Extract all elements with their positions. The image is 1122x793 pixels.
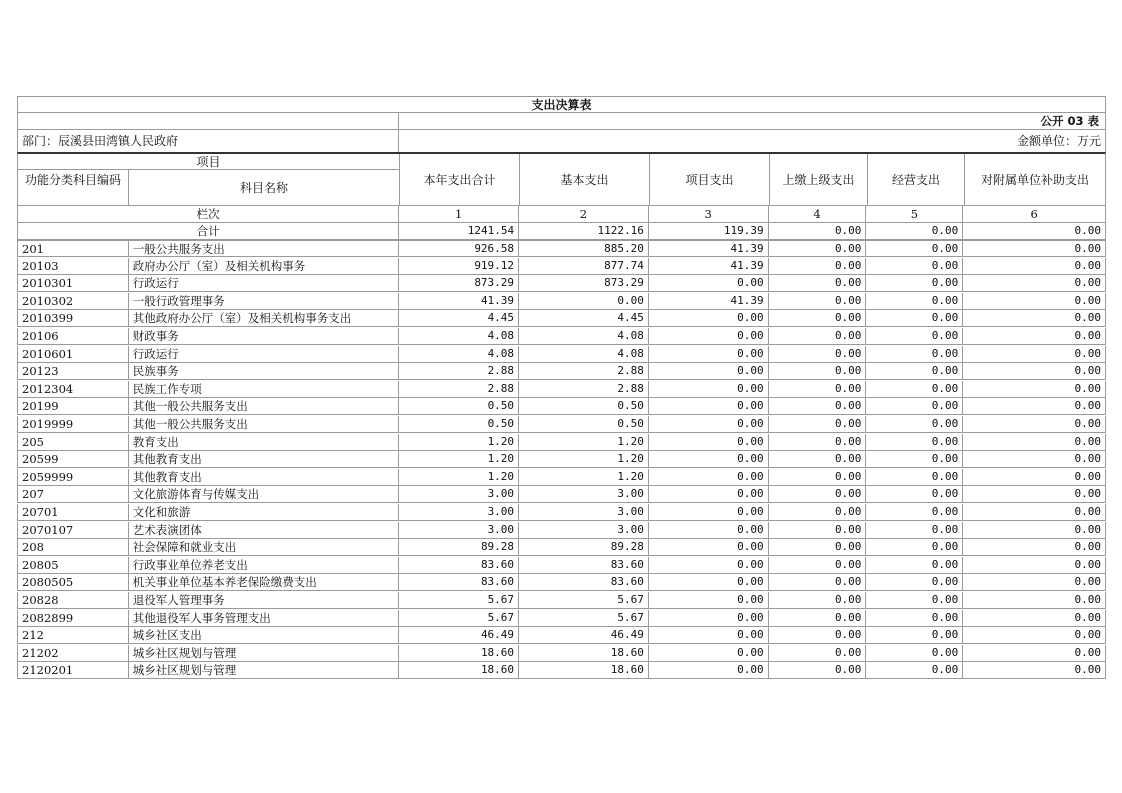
table-row bbox=[17, 610, 1106, 627]
row-code: 2080505 bbox=[22, 575, 74, 590]
total-value: 1241.54 bbox=[398, 223, 518, 239]
index-label: 栏次 bbox=[196, 207, 220, 221]
row-value: 2.88 bbox=[398, 381, 518, 397]
row-code: 20199 bbox=[22, 399, 59, 414]
row-value: 0.00 bbox=[962, 627, 1105, 643]
row-value: 18.60 bbox=[398, 645, 518, 661]
row-value: 0.00 bbox=[865, 574, 962, 590]
row-value: 926.58 bbox=[398, 241, 518, 256]
row-name: 城乡社区支出 bbox=[128, 627, 398, 643]
row-value: 0.00 bbox=[768, 469, 866, 485]
row-value: 2.88 bbox=[398, 363, 518, 379]
row-name: 其他政府办公厅（室）及相关机构事务支出 bbox=[128, 310, 398, 326]
table-row bbox=[17, 627, 1106, 644]
row-value: 0.00 bbox=[768, 451, 866, 467]
row-value: 0.00 bbox=[768, 293, 866, 309]
row-name: 行政运行 bbox=[128, 346, 398, 362]
row-value: 41.39 bbox=[648, 293, 768, 309]
row-value: 0.00 bbox=[648, 574, 768, 590]
row-value: 0.00 bbox=[768, 592, 866, 608]
row-value: 0.00 bbox=[648, 398, 768, 414]
row-value: 1.20 bbox=[518, 451, 648, 467]
row-value: 1.20 bbox=[518, 434, 648, 450]
row-value: 5.67 bbox=[398, 592, 518, 608]
row-value: 0.00 bbox=[768, 416, 866, 432]
row-name: 文化旅游体育与传媒支出 bbox=[128, 486, 398, 502]
header-project: 项目 bbox=[18, 154, 399, 170]
total-value: 1122.16 bbox=[518, 223, 648, 239]
row-value: 0.00 bbox=[768, 504, 866, 520]
row-value: 0.00 bbox=[865, 522, 962, 538]
header-col-1: 本年支出合计 bbox=[399, 154, 519, 206]
row-value: 0.00 bbox=[865, 258, 962, 274]
row-value: 0.00 bbox=[962, 610, 1105, 626]
row-value: 0.00 bbox=[768, 610, 866, 626]
row-value: 46.49 bbox=[518, 627, 648, 643]
header-code: 功能分类科目编码 bbox=[24, 173, 121, 187]
row-value: 0.00 bbox=[865, 469, 962, 485]
row-name: 机关事业单位基本养老保险缴费支出 bbox=[128, 574, 398, 590]
meta-row bbox=[17, 130, 1106, 152]
row-name: 其他一般公共服务支出 bbox=[128, 416, 398, 432]
row-value: 41.39 bbox=[648, 241, 768, 256]
row-value: 0.00 bbox=[865, 434, 962, 450]
row-value: 0.00 bbox=[865, 275, 962, 291]
row-value: 0.00 bbox=[648, 522, 768, 538]
row-value: 0.00 bbox=[768, 328, 866, 344]
table-row bbox=[17, 363, 1106, 380]
row-value: 0.00 bbox=[962, 451, 1105, 467]
table-row bbox=[17, 381, 1106, 398]
row-code: 20828 bbox=[22, 593, 59, 607]
row-value: 3.00 bbox=[518, 504, 648, 520]
row-value: 0.00 bbox=[865, 363, 962, 379]
row-code: 20599 bbox=[22, 452, 59, 467]
row-value: 0.00 bbox=[962, 592, 1105, 608]
row-value: 2.88 bbox=[518, 363, 648, 379]
row-code: 207 bbox=[22, 487, 44, 502]
row-code: 212 bbox=[22, 628, 44, 643]
row-code: 2070107 bbox=[22, 522, 74, 537]
row-code: 20805 bbox=[22, 557, 59, 572]
row-value: 46.49 bbox=[398, 627, 518, 643]
row-value: 4.08 bbox=[518, 346, 648, 362]
row-value: 18.60 bbox=[518, 645, 648, 661]
row-value: 0.00 bbox=[962, 574, 1105, 590]
table-row bbox=[17, 574, 1106, 591]
table-row bbox=[17, 504, 1106, 521]
row-name: 教育支出 bbox=[128, 434, 398, 450]
index-row bbox=[17, 206, 1106, 223]
row-value: 0.00 bbox=[865, 381, 962, 397]
header-col-4: 上缴上级支出 bbox=[769, 154, 867, 206]
row-value: 0.00 bbox=[865, 293, 962, 309]
row-value: 1.20 bbox=[398, 451, 518, 467]
row-name: 民族工作专项 bbox=[128, 381, 398, 397]
total-value: 0.00 bbox=[768, 223, 866, 239]
row-code: 20106 bbox=[22, 329, 59, 343]
table-row bbox=[17, 293, 1106, 310]
row-value: 3.00 bbox=[518, 522, 648, 538]
table-row bbox=[17, 275, 1106, 292]
row-name: 艺术表演团体 bbox=[128, 522, 398, 538]
row-value: 0.00 bbox=[962, 363, 1105, 379]
row-value: 0.00 bbox=[648, 328, 768, 344]
row-value: 0.00 bbox=[865, 662, 962, 678]
row-value: 0.00 bbox=[962, 645, 1105, 661]
row-value: 0.00 bbox=[962, 469, 1105, 485]
row-name: 行政运行 bbox=[128, 275, 398, 291]
row-value: 0.00 bbox=[768, 381, 866, 397]
row-value: 0.00 bbox=[865, 645, 962, 661]
row-value: 0.00 bbox=[962, 346, 1105, 362]
row-value: 0.00 bbox=[962, 381, 1105, 397]
row-value: 0.00 bbox=[962, 486, 1105, 502]
row-value: 4.45 bbox=[518, 310, 648, 326]
row-value: 0.00 bbox=[768, 275, 866, 291]
table-row bbox=[17, 310, 1106, 327]
row-code: 2012304 bbox=[22, 381, 74, 396]
row-value: 0.00 bbox=[768, 398, 866, 414]
row-value: 1.20 bbox=[398, 434, 518, 450]
row-code: 2120201 bbox=[22, 663, 74, 678]
row-value: 41.39 bbox=[648, 258, 768, 274]
row-value: 0.00 bbox=[768, 539, 866, 555]
row-value: 873.29 bbox=[398, 275, 518, 291]
row-value: 0.00 bbox=[865, 504, 962, 520]
index-num: 1 bbox=[398, 206, 518, 222]
table-row bbox=[17, 539, 1106, 556]
row-code: 2010301 bbox=[22, 276, 74, 291]
row-value: 0.00 bbox=[768, 522, 866, 538]
header-name: 科目名称 bbox=[128, 170, 399, 206]
row-value: 0.00 bbox=[962, 434, 1105, 450]
row-value: 0.00 bbox=[768, 434, 866, 450]
row-value: 0.00 bbox=[865, 328, 962, 344]
row-name: 其他教育支出 bbox=[128, 451, 398, 467]
row-value: 89.28 bbox=[398, 539, 518, 555]
row-code: 20103 bbox=[22, 258, 59, 273]
row-value: 0.00 bbox=[648, 346, 768, 362]
department-label: 部门：辰溪县田湾镇人民政府 bbox=[22, 134, 179, 148]
row-code: 2082899 bbox=[22, 610, 74, 625]
index-num: 6 bbox=[962, 206, 1105, 222]
row-value: 0.00 bbox=[962, 328, 1105, 344]
row-name: 退役军人管理事务 bbox=[128, 592, 398, 608]
total-row bbox=[17, 223, 1106, 240]
table-title-row bbox=[17, 96, 1106, 113]
row-value: 0.00 bbox=[768, 645, 866, 661]
row-value: 0.00 bbox=[962, 557, 1105, 573]
total-value: 119.39 bbox=[648, 223, 768, 239]
row-value: 0.00 bbox=[648, 539, 768, 555]
table-row bbox=[17, 240, 1106, 257]
header-col-5: 经营支出 bbox=[867, 154, 964, 206]
row-value: 2.88 bbox=[518, 381, 648, 397]
row-value: 0.00 bbox=[962, 504, 1105, 520]
row-code: 2059999 bbox=[22, 469, 74, 484]
header-col-6: 对附属单位补助支出 bbox=[964, 154, 1105, 206]
row-name: 其他退役军人事务管理支出 bbox=[128, 610, 398, 626]
total-label: 合计 bbox=[196, 224, 220, 238]
row-value: 1.20 bbox=[398, 469, 518, 485]
row-value: 18.60 bbox=[518, 662, 648, 678]
row-value: 0.00 bbox=[648, 275, 768, 291]
row-value: 0.00 bbox=[962, 293, 1105, 309]
row-name: 社会保障和就业支出 bbox=[128, 539, 398, 555]
index-num: 4 bbox=[768, 206, 866, 222]
row-value: 0.50 bbox=[398, 398, 518, 414]
row-value: 0.00 bbox=[865, 592, 962, 608]
table-row bbox=[17, 434, 1106, 451]
row-value: 0.00 bbox=[648, 504, 768, 520]
row-code: 201 bbox=[22, 242, 44, 256]
row-value: 3.00 bbox=[398, 504, 518, 520]
row-name: 其他一般公共服务支出 bbox=[128, 398, 398, 414]
row-name: 文化和旅游 bbox=[128, 504, 398, 520]
row-value: 89.28 bbox=[518, 539, 648, 555]
row-value: 0.00 bbox=[648, 451, 768, 467]
row-value: 83.60 bbox=[398, 574, 518, 590]
row-name: 一般公共服务支出 bbox=[128, 241, 398, 256]
row-code: 205 bbox=[22, 434, 44, 449]
row-value: 0.00 bbox=[865, 398, 962, 414]
row-code: 208 bbox=[22, 540, 44, 555]
row-value: 0.00 bbox=[768, 346, 866, 362]
table-row bbox=[17, 662, 1106, 679]
row-value: 83.60 bbox=[398, 557, 518, 573]
table-row bbox=[17, 645, 1106, 662]
row-value: 0.00 bbox=[768, 627, 866, 643]
row-value: 877.74 bbox=[518, 258, 648, 274]
row-value: 0.00 bbox=[648, 645, 768, 661]
table-row bbox=[17, 522, 1106, 539]
row-value: 0.00 bbox=[648, 416, 768, 432]
row-value: 0.00 bbox=[648, 592, 768, 608]
row-value: 5.67 bbox=[518, 610, 648, 626]
row-value: 0.00 bbox=[962, 241, 1105, 256]
row-name: 财政事务 bbox=[128, 328, 398, 344]
row-value: 0.00 bbox=[768, 662, 866, 678]
row-value: 0.00 bbox=[865, 627, 962, 643]
table-row bbox=[17, 346, 1106, 363]
row-name: 一般行政管理事务 bbox=[128, 293, 398, 309]
row-name: 其他教育支出 bbox=[128, 469, 398, 485]
row-value: 0.00 bbox=[768, 241, 866, 256]
row-value: 0.00 bbox=[648, 662, 768, 678]
table-row bbox=[17, 416, 1106, 433]
row-name: 政府办公厅（室）及相关机构事务 bbox=[128, 258, 398, 274]
row-value: 0.00 bbox=[865, 451, 962, 467]
row-value: 0.00 bbox=[865, 557, 962, 573]
table-row bbox=[17, 592, 1106, 609]
row-value: 0.00 bbox=[962, 398, 1105, 414]
table-row bbox=[17, 451, 1106, 468]
row-value: 0.00 bbox=[962, 522, 1105, 538]
row-code: 2010302 bbox=[22, 293, 74, 308]
row-value: 0.00 bbox=[648, 610, 768, 626]
unit-label: 金额单位：万元 bbox=[398, 130, 1105, 152]
row-value: 0.00 bbox=[768, 557, 866, 573]
row-value: 18.60 bbox=[398, 662, 518, 678]
table-row bbox=[17, 469, 1106, 486]
row-value: 0.00 bbox=[648, 557, 768, 573]
row-value: 4.08 bbox=[398, 328, 518, 344]
row-value: 0.00 bbox=[648, 363, 768, 379]
table-row bbox=[17, 398, 1106, 415]
row-value: 83.60 bbox=[518, 557, 648, 573]
form-number: 公开 03 表 bbox=[398, 113, 1105, 129]
table-row bbox=[17, 557, 1106, 574]
row-value: 0.00 bbox=[865, 486, 962, 502]
row-value: 0.00 bbox=[768, 486, 866, 502]
row-value: 0.00 bbox=[518, 293, 648, 309]
row-value: 0.00 bbox=[865, 346, 962, 362]
row-value: 0.00 bbox=[962, 662, 1105, 678]
table-row bbox=[17, 486, 1106, 503]
row-value: 5.67 bbox=[518, 592, 648, 608]
header-col-2: 基本支出 bbox=[519, 154, 649, 206]
row-code: 2010399 bbox=[22, 311, 74, 326]
table-row bbox=[17, 258, 1106, 275]
row-value: 1.20 bbox=[518, 469, 648, 485]
row-value: 0.00 bbox=[768, 258, 866, 274]
row-value: 0.00 bbox=[865, 610, 962, 626]
index-num: 2 bbox=[518, 206, 648, 222]
row-value: 0.00 bbox=[962, 258, 1105, 274]
row-value: 919.12 bbox=[398, 258, 518, 274]
row-value: 0.00 bbox=[962, 310, 1105, 326]
row-value: 41.39 bbox=[398, 293, 518, 309]
table-row bbox=[17, 328, 1106, 345]
row-name: 城乡社区规划与管理 bbox=[128, 645, 398, 661]
row-value: 5.67 bbox=[398, 610, 518, 626]
row-value: 0.50 bbox=[518, 416, 648, 432]
form-number-row bbox=[17, 113, 1106, 130]
row-code: 21202 bbox=[22, 645, 59, 660]
row-name: 城乡社区规划与管理 bbox=[128, 662, 398, 678]
row-value: 0.00 bbox=[648, 310, 768, 326]
row-value: 3.00 bbox=[518, 486, 648, 502]
row-value: 0.00 bbox=[962, 539, 1105, 555]
row-value: 0.00 bbox=[768, 310, 866, 326]
row-value: 4.08 bbox=[518, 328, 648, 344]
row-value: 3.00 bbox=[398, 522, 518, 538]
row-value: 3.00 bbox=[398, 486, 518, 502]
row-value: 0.50 bbox=[398, 416, 518, 432]
row-value: 0.00 bbox=[648, 627, 768, 643]
row-value: 0.00 bbox=[865, 241, 962, 256]
table-title: 支出决算表 bbox=[531, 98, 592, 112]
row-value: 0.00 bbox=[865, 310, 962, 326]
row-value: 0.00 bbox=[768, 363, 866, 379]
row-value: 0.00 bbox=[648, 381, 768, 397]
row-value: 0.50 bbox=[518, 398, 648, 414]
row-value: 873.29 bbox=[518, 275, 648, 291]
row-value: 0.00 bbox=[962, 275, 1105, 291]
row-code: 2019999 bbox=[22, 417, 74, 431]
row-value: 4.45 bbox=[398, 310, 518, 326]
row-value: 4.08 bbox=[398, 346, 518, 362]
row-value: 885.20 bbox=[518, 241, 648, 256]
row-value: 0.00 bbox=[648, 469, 768, 485]
row-value: 0.00 bbox=[768, 574, 866, 590]
total-value: 0.00 bbox=[865, 223, 962, 239]
row-name: 行政事业单位养老支出 bbox=[128, 557, 398, 573]
row-code: 2010601 bbox=[22, 346, 74, 361]
row-value: 0.00 bbox=[962, 416, 1105, 432]
table-header bbox=[17, 152, 1106, 206]
row-value: 0.00 bbox=[865, 539, 962, 555]
row-value: 0.00 bbox=[648, 434, 768, 450]
total-value: 0.00 bbox=[962, 223, 1105, 239]
index-num: 3 bbox=[648, 206, 768, 222]
index-num: 5 bbox=[865, 206, 962, 222]
row-value: 0.00 bbox=[865, 416, 962, 432]
row-code: 20701 bbox=[22, 505, 59, 519]
row-value: 83.60 bbox=[518, 574, 648, 590]
row-code: 20123 bbox=[22, 364, 59, 379]
header-col-3: 项目支出 bbox=[649, 154, 769, 206]
row-value: 0.00 bbox=[648, 486, 768, 502]
row-name: 民族事务 bbox=[128, 363, 398, 379]
